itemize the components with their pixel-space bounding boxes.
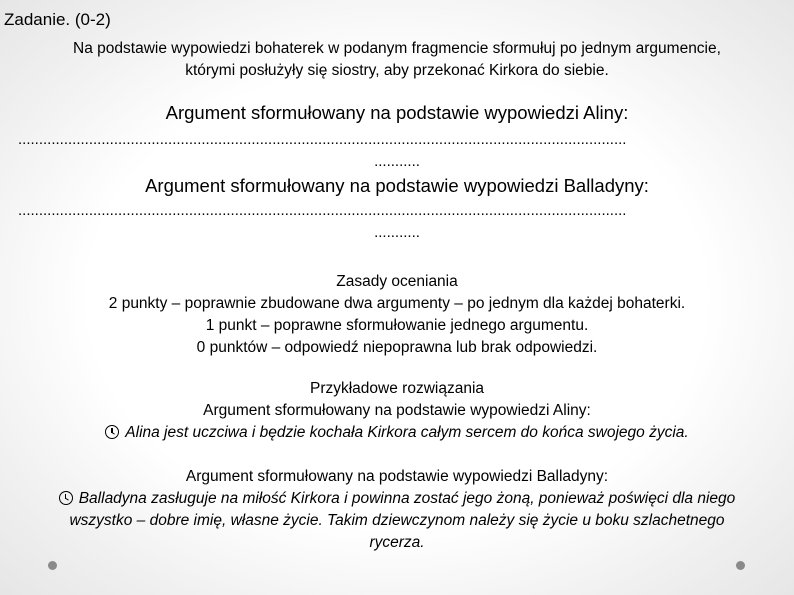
balladyna-dots: ..................................................................................................................................................: [18, 202, 627, 219]
example-balladyna-answer-1: Balladyna zasługuje na miłość Kirkora i powinna zostać jego żoną, ponieważ poświęci dla niego: [0, 488, 794, 510]
alina-blank-label: Argument sformułowany na podstawie wypowiedzi Aliny:: [165, 102, 629, 123]
example-alina-answer: Alina jest uczciwa i będzie kochała Kirkora całym sercem do końca swojego życia.: [0, 422, 794, 444]
balladyna-dots-cont: ...........: [374, 224, 420, 241]
scoring-rule-0: 0 punktów – odpowiedź niepoprawna lub brak odpowiedzi.: [196, 339, 598, 356]
examples-section: [0, 378, 794, 444]
balladyna-blank-label: Argument sformułowany na podstawie wypowiedzi Balladyny:: [145, 175, 649, 196]
scoring-rule-1: 1 punkt – poprawne sformułowanie jednego argumentu.: [205, 317, 589, 334]
scoring-heading: Zasady oceniania: [336, 273, 458, 290]
clock-icon: [59, 491, 73, 505]
task-title: Zadanie. (0-2): [4, 10, 111, 29]
example-alina-label: Argument sformułowany na podstawie wypowiedzi Aliny:: [203, 402, 591, 419]
instruction: [0, 38, 794, 82]
decor-dot-right: [736, 561, 745, 570]
clock-icon: [105, 425, 119, 439]
instruction-line-2: którymi posłużyły się siostry, aby przekonać Kirkora do siebie.: [185, 62, 609, 79]
scoring-rule-2: 2 punkty – poprawnie zbudowane dwa argumenty – po jednym dla każdej bohaterki.: [108, 295, 686, 312]
example-balladyna-answer-2: wszystko – dobre imię, własne życie. Takim dziewczynom należy się życie u boku szlachetnego: [69, 512, 725, 529]
example-balladyna-answer-3: rycerza.: [369, 534, 425, 551]
examples-heading: Przykładowe rozwiązania: [309, 380, 485, 397]
scoring-section: [0, 271, 794, 359]
alina-dots: ..................................................................................................................................................: [18, 131, 627, 148]
alina-dots-cont: ...........: [374, 153, 420, 170]
instruction-line-1: Na podstawie wypowiedzi bohaterek w podanym fragmencie sformułuj po jednym argumencie,: [73, 40, 721, 57]
example-balladyna: [0, 466, 794, 554]
example-balladyna-label: Argument sformułowany na podstawie wypowiedzi Balladyny:: [185, 468, 609, 485]
decor-dot-left: [48, 561, 57, 570]
